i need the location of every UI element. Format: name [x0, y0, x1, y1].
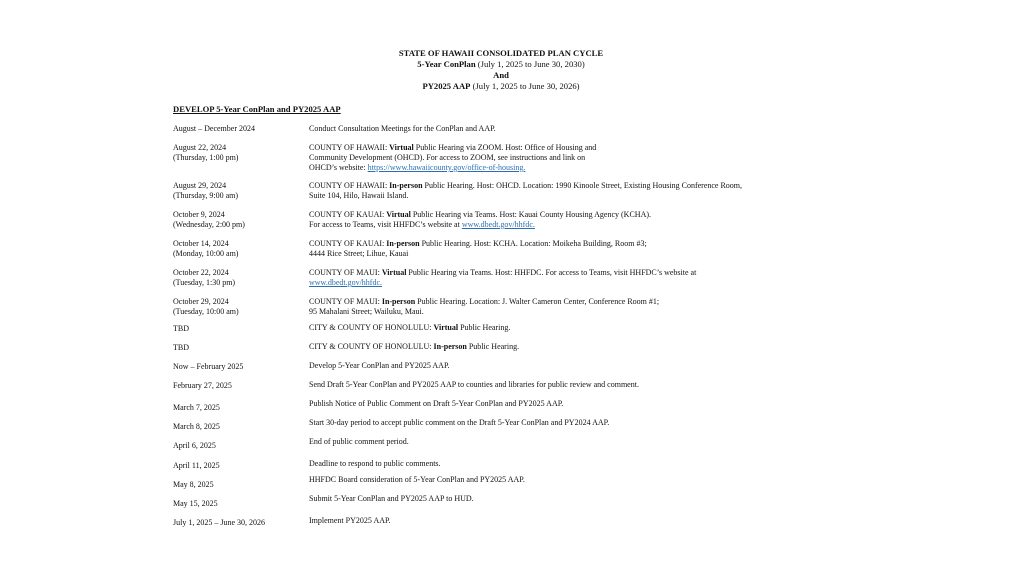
- title-conplan: 5-Year ConPlan: [417, 59, 476, 69]
- row-date: TBD: [173, 324, 189, 333]
- row-hearing-type: In-person: [381, 297, 416, 306]
- row-date: May 8, 2025: [173, 480, 214, 489]
- row-county: COUNTY OF HAWAII:: [309, 181, 390, 190]
- row-date: March 7, 2025: [173, 403, 220, 412]
- row-date: [173, 181, 303, 201]
- row-county: COUNTY OF HAWAII:: [309, 143, 390, 152]
- row-details: Public Hearing.: [458, 323, 511, 332]
- row-date-day: October 22, 2024: [173, 268, 229, 277]
- row-date-time: (Thursday, 1:00 pm): [173, 153, 239, 162]
- hhfdc-website-link[interactable]: www.dbedt.gov/hhfdc.: [309, 278, 383, 287]
- row-description: [309, 181, 809, 201]
- row-county: CITY & COUNTY OF HONOLULU:: [309, 323, 434, 332]
- row-details: Public Hearing via Teams. Host: HHFDC. For access to Teams, visit HHFDC’s website at: [406, 268, 697, 277]
- row-date: [173, 239, 303, 259]
- ohcd-website-link[interactable]: https://www.hawaiicounty.gov/office-of-housing.: [367, 163, 526, 172]
- row-details: Public Hearing.: [466, 342, 520, 351]
- row-date: April 6, 2025: [173, 441, 216, 450]
- row-hearing-type: Virtual: [389, 143, 414, 152]
- row-details-line-2: Community Development (OHCD). For access to ZOOM, see instructions and link on: [309, 153, 586, 162]
- row-description: Deadline to respond to public comments.: [309, 459, 441, 468]
- row-date-day: August 29, 2024: [173, 181, 227, 190]
- row-date: August – December 2024: [173, 124, 255, 133]
- row-date: [173, 210, 303, 230]
- row-date-day: August 22, 2024: [173, 143, 227, 152]
- row-county: COUNTY OF MAUI:: [309, 297, 382, 306]
- title-line-4: [0, 81, 1002, 92]
- row-description: [309, 268, 809, 288]
- row-date: May 15, 2025: [173, 499, 218, 508]
- row-details: Public Hearing. Host: KCHA. Location: Moikeha Building, Room #3;: [419, 239, 647, 248]
- row-date: [173, 268, 303, 288]
- row-description: Start 30-day period to accept public comment on the Draft 5-Year ConPlan and PY2024 AAP.: [309, 418, 610, 427]
- section-heading: DEVELOP 5-Year ConPlan and PY2025 AAP: [173, 104, 341, 114]
- row-description: [309, 323, 809, 333]
- row-date: [173, 297, 303, 317]
- row-details-line-2: 4444 Rice Street; Lihue, Kauai: [309, 249, 409, 258]
- row-date: Now – February 2025: [173, 362, 244, 371]
- row-description: [309, 297, 809, 317]
- row-hearing-type: In-person: [386, 239, 420, 248]
- row-description: End of public comment period.: [309, 437, 409, 446]
- row-details: Public Hearing via Teams. Host: Kauai County Housing Agency (KCHA).: [410, 210, 652, 219]
- row-hearing-type: In-person: [389, 181, 423, 190]
- row-details: Public Hearing. Host: OHCD. Location: 1990 Kinoole Street, Existing Housing Conference Room,: [422, 181, 743, 190]
- title-line-1: STATE OF HAWAII CONSOLIDATED PLAN CYCLE: [398, 48, 604, 58]
- row-description: [309, 342, 809, 352]
- row-county: COUNTY OF KAUAI:: [309, 239, 387, 248]
- title-line-3: And: [493, 70, 509, 80]
- row-date: TBD: [173, 343, 189, 352]
- row-date-time: (Thursday, 9:00 am): [173, 191, 239, 200]
- row-date: July 1, 2025 – June 30, 2026: [173, 518, 265, 527]
- row-description: Conduct Consultation Meetings for the ConPlan and AAP.: [309, 124, 496, 133]
- row-description: Develop 5-Year ConPlan and PY2025 AAP.: [309, 361, 450, 370]
- row-county: CITY & COUNTY OF HONOLULU:: [309, 342, 434, 351]
- row-date: February 27, 2025: [173, 381, 232, 390]
- row-date-time: (Wednesday, 2:00 pm): [173, 220, 245, 229]
- row-description: HHFDC Board consideration of 5-Year ConPlan and PY2025 AAP.: [309, 475, 525, 484]
- row-hearing-type: Virtual: [433, 323, 459, 332]
- row-description: [309, 143, 809, 173]
- row-date: April 11, 2025: [173, 461, 220, 470]
- title-aap-dates: (July 1, 2025 to June 30, 2026): [470, 81, 580, 91]
- title-conplan-dates: (July 1, 2025 to June 30, 2030): [475, 59, 585, 69]
- row-date-time: (Monday, 10:00 am): [173, 249, 239, 258]
- row-details-line-3: OHCD’s website:: [309, 163, 368, 172]
- row-description: [309, 210, 809, 230]
- row-date: [173, 143, 303, 163]
- row-date-day: October 9, 2024: [173, 210, 225, 219]
- hhfdc-website-link[interactable]: www.dbedt.gov/hhfdc.: [461, 220, 535, 229]
- row-date: March 8, 2025: [173, 422, 220, 431]
- row-details-line-2: For access to Teams, visit HHFDC’s website at: [309, 220, 462, 229]
- row-description: Submit 5-Year ConPlan and PY2025 AAP to HUD.: [309, 494, 474, 503]
- row-date-day: October 14, 2024: [173, 239, 229, 248]
- row-county: COUNTY OF MAUI:: [309, 268, 382, 277]
- row-details-line-2: Suite 104, Hilo, Hawaii Island.: [309, 191, 409, 200]
- row-date-day: October 29, 2024: [173, 297, 229, 306]
- row-date-time: (Tuesday, 1:30 pm): [173, 278, 236, 287]
- row-details-line-2: 95 Mahalani Street; Wailuku, Maui.: [309, 307, 424, 316]
- row-hearing-type: In-person: [433, 342, 467, 351]
- row-date-time: (Tuesday, 10:00 am): [173, 307, 239, 316]
- row-description: Implement PY2025 AAP.: [309, 516, 391, 525]
- row-details: Public Hearing via ZOOM. Host: Office of Housing and: [413, 143, 597, 152]
- row-description: Send Draft 5-Year ConPlan and PY2025 AAP to counties and libraries for public review and comment.: [309, 380, 639, 389]
- row-description: [309, 239, 809, 259]
- row-details: Public Hearing. Location: J. Walter Cameron Center, Conference Room #1;: [415, 297, 660, 306]
- row-description: Publish Notice of Public Comment on Draft 5-Year ConPlan and PY2025 AAP.: [309, 399, 564, 408]
- row-county: COUNTY OF KAUAI:: [309, 210, 387, 219]
- row-hearing-type: Virtual: [381, 268, 407, 277]
- row-hearing-type: Virtual: [386, 210, 411, 219]
- title-aap: PY2025 AAP: [422, 81, 471, 91]
- title-line-2: [0, 59, 1002, 70]
